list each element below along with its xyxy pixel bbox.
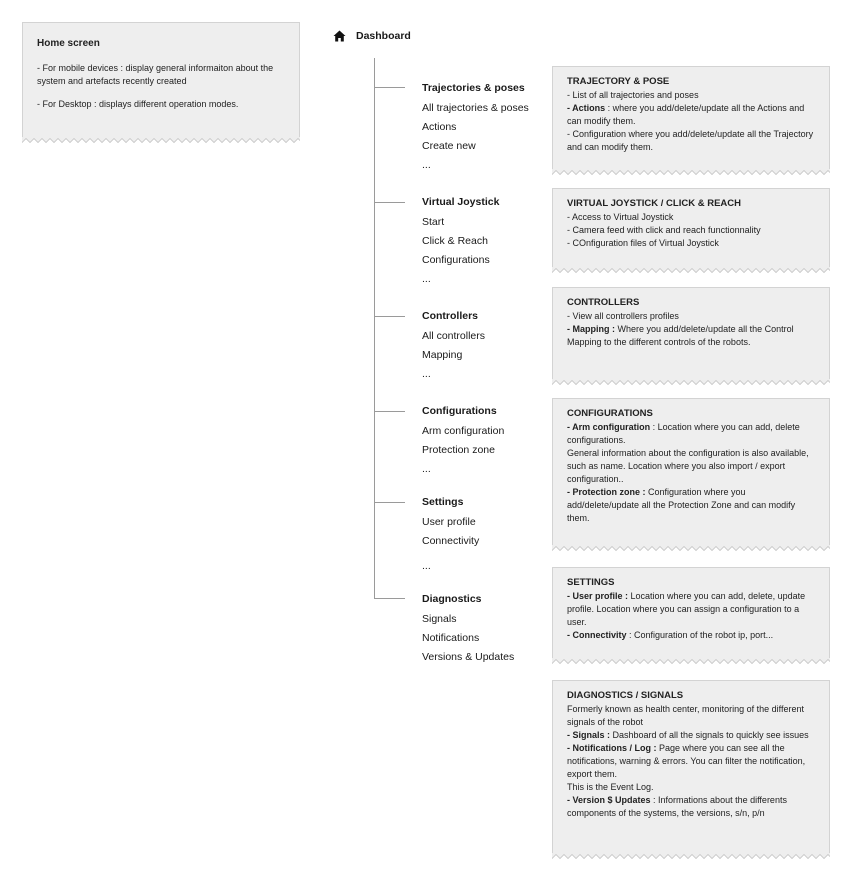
menu-item[interactable]: Arm configuration — [422, 425, 505, 437]
section-diagnostics — [422, 593, 514, 670]
note-line: - Actions : where you add/delete/update all the Actions and can modify them. — [567, 103, 805, 126]
menu-item[interactable]: Start — [422, 216, 445, 228]
section-title[interactable]: Trajectories & poses — [422, 82, 525, 94]
note-line: General information about the configuration is also available, such as name. Location where you also import / export configuration.. — [567, 448, 809, 484]
note-title: DIAGNOSTICS / SIGNALS — [567, 690, 684, 701]
section-title[interactable]: Virtual Joystick — [422, 196, 500, 208]
home-note-mobile: - For mobile devices : display general informaiton about the system and artefacts recently created — [37, 63, 274, 86]
menu-item[interactable]: Protection zone — [422, 444, 495, 456]
section-controllers — [422, 310, 485, 387]
note-line: This is the Event Log. — [567, 782, 654, 792]
tree-trunk-line — [374, 58, 375, 598]
note-line: - COnfiguration files of Virtual Joystick — [567, 238, 719, 248]
section-title[interactable]: Configurations — [422, 405, 497, 417]
section-title[interactable]: Controllers — [422, 310, 479, 322]
note-line: - Arm configuration : Location where you can add, delete configurations. — [567, 422, 800, 445]
note-trajectory-pose — [552, 66, 830, 170]
dashboard-header[interactable] — [333, 30, 411, 42]
section-settings — [422, 496, 479, 579]
branch-line-joystick — [374, 202, 405, 203]
menu-item: ... — [422, 159, 431, 171]
menu-item: ... — [422, 463, 431, 475]
branch-line-configurations — [374, 411, 405, 412]
note-line: - List of all trajectories and poses — [567, 90, 699, 100]
menu-item[interactable]: All trajectories & poses — [422, 102, 529, 114]
note-title: CONTROLLERS — [567, 297, 640, 308]
dashboard-label: Dashboard — [356, 30, 411, 42]
note-title: CONFIGURATIONS — [567, 408, 653, 419]
note-title: VIRTUAL JOYSTICK / CLICK & REACH — [567, 198, 742, 209]
home-note-desktop: - For Desktop : displays different operation modes. — [37, 99, 239, 109]
menu-item: ... — [422, 560, 431, 572]
note-line: - Signals : Dashboard of all the signals to quickly see issues — [567, 730, 809, 740]
note-title: TRAJECTORY & POSE — [567, 76, 670, 87]
note-virtual-joystick — [552, 188, 830, 268]
note-line: - Access to Virtual Joystick — [567, 212, 674, 222]
branch-line-settings — [374, 502, 405, 503]
menu-item[interactable]: User profile — [422, 516, 476, 528]
menu-item[interactable]: Mapping — [422, 349, 463, 361]
menu-item[interactable]: Signals — [422, 613, 457, 625]
note-title: SETTINGS — [567, 577, 615, 588]
section-configurations — [422, 405, 504, 482]
section-trajectories — [422, 82, 529, 178]
menu-item[interactable]: All controllers — [422, 330, 486, 342]
menu-item[interactable]: Notifications — [422, 632, 480, 644]
section-title[interactable]: Settings — [422, 496, 464, 508]
menu-item: ... — [422, 273, 431, 285]
menu-item[interactable]: Click & Reach — [422, 235, 488, 247]
menu-item[interactable]: Configurations — [422, 254, 490, 266]
menu-item[interactable]: Create new — [422, 140, 476, 152]
home-screen-title: Home screen — [37, 38, 100, 49]
section-title[interactable]: Diagnostics — [422, 593, 482, 605]
note-configurations — [552, 398, 830, 546]
note-settings — [552, 567, 830, 659]
note-line: - Notifications / Log : Page where you can see all the notifications, warning & errors. You can filter the notification, export them. — [567, 743, 806, 779]
note-controllers — [552, 287, 830, 380]
menu-item[interactable]: Connectivity — [422, 535, 480, 547]
note-diagnostics — [552, 680, 830, 854]
note-line: - Connectivity : Configuration of the robot ip, port... — [567, 630, 774, 640]
note-line: - Version $ Updates : Informations about the differents components of the systems, the versions, s/n, p/n — [567, 795, 787, 818]
note-line: - Configuration where you add/delete/update all the Trajectory and can modify them. — [567, 129, 814, 152]
section-joystick — [422, 196, 499, 292]
menu-item[interactable]: Actions — [422, 121, 457, 133]
menu-item: ... — [422, 368, 431, 380]
note-line: - Camera feed with click and reach functionnality — [567, 225, 761, 235]
note-line: - View all controllers profiles — [567, 311, 679, 321]
note-line: Formerly known as health center, monitoring of the different signals of the robot — [567, 704, 804, 727]
branch-line-controllers — [374, 316, 405, 317]
note-line: - Mapping : Where you add/delete/update all the Control Mapping to the different controls of the robots. — [567, 324, 794, 347]
home-icon — [333, 30, 346, 42]
branch-line-trajectories — [374, 87, 405, 88]
menu-item[interactable]: Versions & Updates — [422, 651, 515, 663]
branch-line-diagnostics — [374, 598, 405, 599]
home-screen-note — [22, 22, 300, 138]
note-line: - User profile : Location where you can add, delete, update profile. Location where you can assign a configuration to a user. — [567, 591, 806, 627]
note-line: - Protection zone : Configuration where you add/delete/update all the Protection Zone and can modify them. — [567, 487, 796, 523]
